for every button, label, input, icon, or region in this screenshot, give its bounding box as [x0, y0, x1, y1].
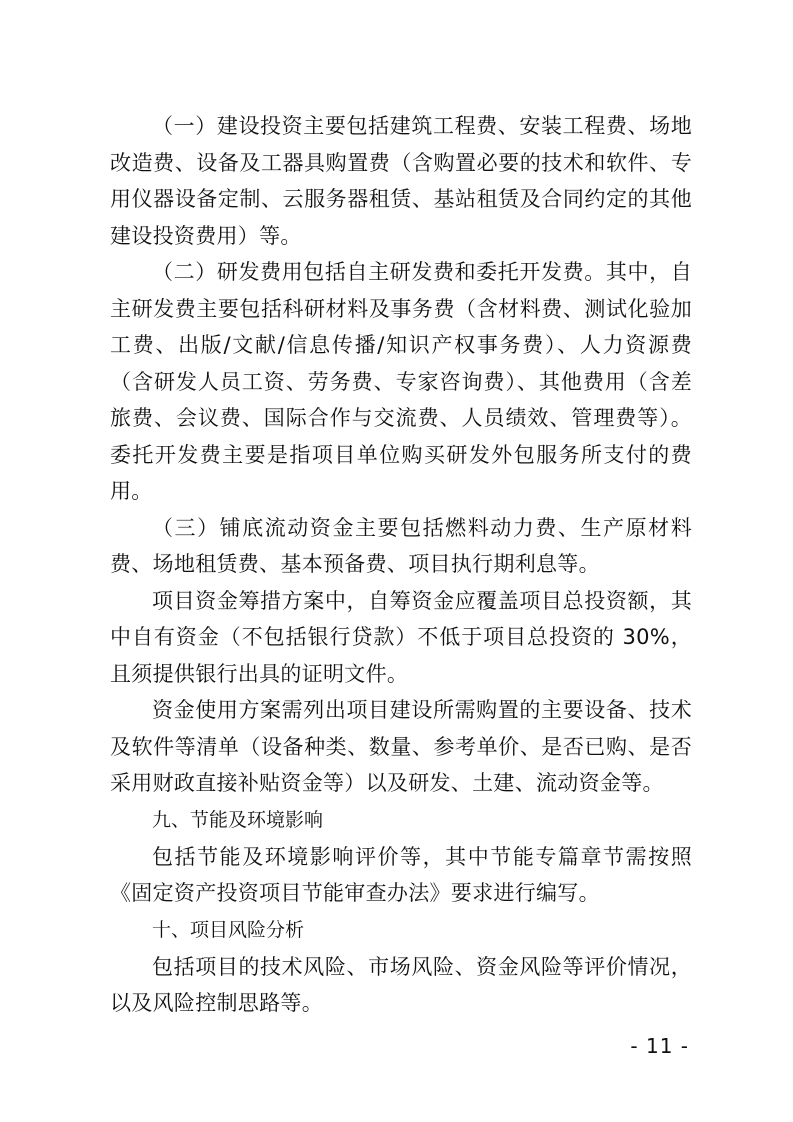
paragraph-working-capital: （三）铺底流动资金主要包括燃料动力费、生产原材料费、场地租赁费、基本预备费、项目执行期利息等。	[110, 515, 692, 576]
section-heading-risk-analysis: 十、项目风险分析	[152, 918, 305, 941]
paragraph-fund-usage: 资金使用方案需列出项目建设所需购置的主要设备、技术及软件等清单（设备种类、数量、参考单价、是否已购、是否采用财政直接补贴资金等）以及研发、土建、流动资金等。	[110, 698, 692, 795]
paragraph-energy-environment: 包括节能及环境影响评价等，其中节能专篇章节需按照《固定资产投资项目节能审查办法》要求进行编写。	[110, 844, 692, 905]
section-heading-energy-environment: 九、节能及环境影响	[152, 808, 324, 831]
paragraph-fund-raising: 项目资金筹措方案中，自筹资金应覆盖项目总投资额，其中自有资金（不包括银行贷款）不低于项目总投资的 30%，且须提供银行出具的证明文件。	[110, 588, 692, 686]
page-number: - 11 -	[630, 1034, 689, 1058]
paragraph-risk-analysis: 包括项目的技术风险、市场风险、资金风险等评价情况，以及风险控制思路等。	[110, 954, 692, 1015]
paragraph-construction-investment: （一）建设投资主要包括建筑工程费、安装工程费、场地改造费、设备及工器具购置费（含购置必要的技术和软件、专用仪器设备定制、云服务器租赁、基站租赁及合同约定的其他建设投资费用）等。	[110, 114, 692, 248]
paragraph-rnd-costs: （二）研发费用包括自主研发费和委托开发费。其中，自主研发费主要包括科研材料及事务费（含材料费、测试化验加工费、出版/文献/信息传播/知识产权事务费）、人力资源费（含研发人员工资、劳务费、专家咨询费）、其他费用（含差旅费、会议费、国际合作与交流费、人员绩效、管理费等）。委托开发费主要是指项目单位购买研发外包服务所支付的费用。	[110, 260, 692, 503]
document-body	[110, 108, 692, 1022]
